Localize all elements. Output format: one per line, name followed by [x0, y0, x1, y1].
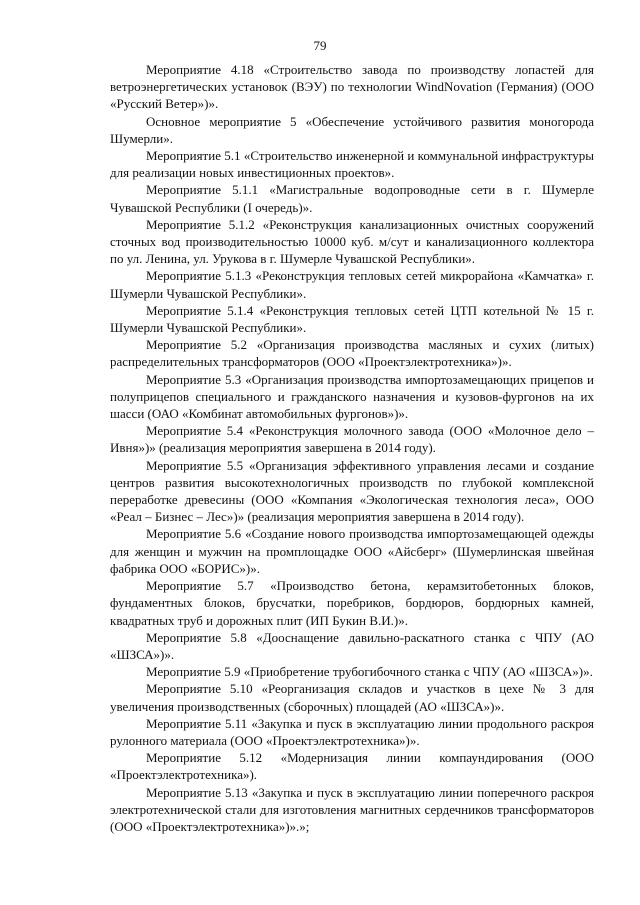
paragraph-measure-4-18: Мероприятие 4.18 «Строительство завода по производству лопастей для ветроэнергетических установок (ВЭУ) по технологии WindNovation (Германия) (ООО «Русский Ветер»)».	[110, 62, 594, 112]
paragraph-measure-5-1: Мероприятие 5.1 «Строительство инженерной и коммунальной инфраструктуры для реализации новых инвестиционных проектов».	[110, 148, 594, 181]
paragraph-main-measure-5: Основное мероприятие 5 «Обеспечение устойчивого развития моногорода Шумерли».	[110, 113, 594, 146]
paragraph-measure-5-7: Мероприятие 5.7 «Производство бетона, керамзитобетонных блоков, фундаментных блоков, брусчатки, поребриков, бордюров, бордюрных камней, квадратных труб и дорожных плит (ИП Букин В.И.)».	[110, 578, 594, 628]
paragraph-measure-5-1-1: Мероприятие 5.1.1 «Магистральные водопроводные сети в г. Шумерле Чувашской Республики (I очередь)».	[110, 182, 594, 215]
paragraph-measure-5-1-2: Мероприятие 5.1.2 «Реконструкция канализационных очистных сооружений сточных вод производительностью 10000 куб. м/сут и канализационного коллектора по ул. Ленина, ул. Урукова в г. Шумерле Чувашской Республики».	[110, 216, 594, 267]
paragraph-measure-5-4: Мероприятие 5.4 «Реконструкция молочного завода (ООО «Молочное дело – Ивня»)» (реализация мероприятия завершена в 2014 году).	[110, 423, 594, 456]
paragraph-measure-5-6: Мероприятие 5.6 «Создание нового производства импортозамещающей одежды для женщин и мужчин на промплощадке ООО «Айсберг» (Шумерлинская швейная фабрика ООО «БОРИС»)».	[110, 526, 594, 576]
paragraph-measure-5-9: Мероприятие 5.9 «Приобретение трубогибочного станка с ЧПУ (АО «ШЗСА»)».	[146, 664, 593, 680]
paragraph-measure-5-1-4: Мероприятие 5.1.4 «Реконструкция тепловых сетей ЦТП котельной № 15 г. Шумерли Чувашской Республики».	[110, 302, 594, 336]
paragraph-measure-5-3: Мероприятие 5.3 «Организация производства импортозамещающих прицепов и полуприцепов специального и гражданского назначения и кузовов-фургонов на их шасси (ОАО «Комбинат автомобильных фургонов»)».	[110, 371, 594, 422]
paragraph-measure-5-2: Мероприятие 5.2 «Организация производства масляных и сухих (литых) распределительных трансформаторов (ООО «Проектэлектротехника»)».	[110, 337, 594, 370]
paragraph-measure-5-1-3: Мероприятие 5.1.3 «Реконструкция тепловых сетей микрорайона «Камчатка» г. Шумерли Чувашской Республики».	[110, 268, 594, 301]
paragraph-measure-5-11: Мероприятие 5.11 «Закупка и пуск в эксплуатацию линии продольного раскроя рулонного материала (ООО «Проектэлектротехника»)».	[110, 715, 594, 748]
paragraph-measure-5-13: Мероприятие 5.13 «Закупка и пуск в эксплуатацию линии поперечного раскроя электротехнической стали для изготовления магнитных сердечников трансформаторов (ООО «Проектэлектротехника»)».»;	[110, 784, 594, 834]
page-number: 79	[313, 38, 327, 53]
paragraph-measure-5-12: Мероприятие 5.12 «Модернизация линии компаундирования (ООО «Проектэлектротехника»).	[110, 750, 594, 783]
paragraph-measure-5-10: Мероприятие 5.10 «Реорганизация складов и участков в цехе № 3 для увеличения производственных (сборочных) площадей (АО «ШЗСА»)».	[110, 681, 594, 714]
document-body	[110, 61, 594, 835]
paragraph-measure-5-5: Мероприятие 5.5 «Организация эффективного управления лесами и создание центров развития высокотехнологичных производств по глубокой комплексной переработке древесины (ООО «Компания «Экологическая технология леса», ООО «Реал – Бизнес – Лес»)» (реализация мероприятия завершена в 2014 году).	[110, 457, 594, 525]
paragraph-measure-5-8: Мероприятие 5.8 «Дооснащение давильно-раскатного станка с ЧПУ (АО «ШЗСА»)».	[110, 629, 594, 662]
